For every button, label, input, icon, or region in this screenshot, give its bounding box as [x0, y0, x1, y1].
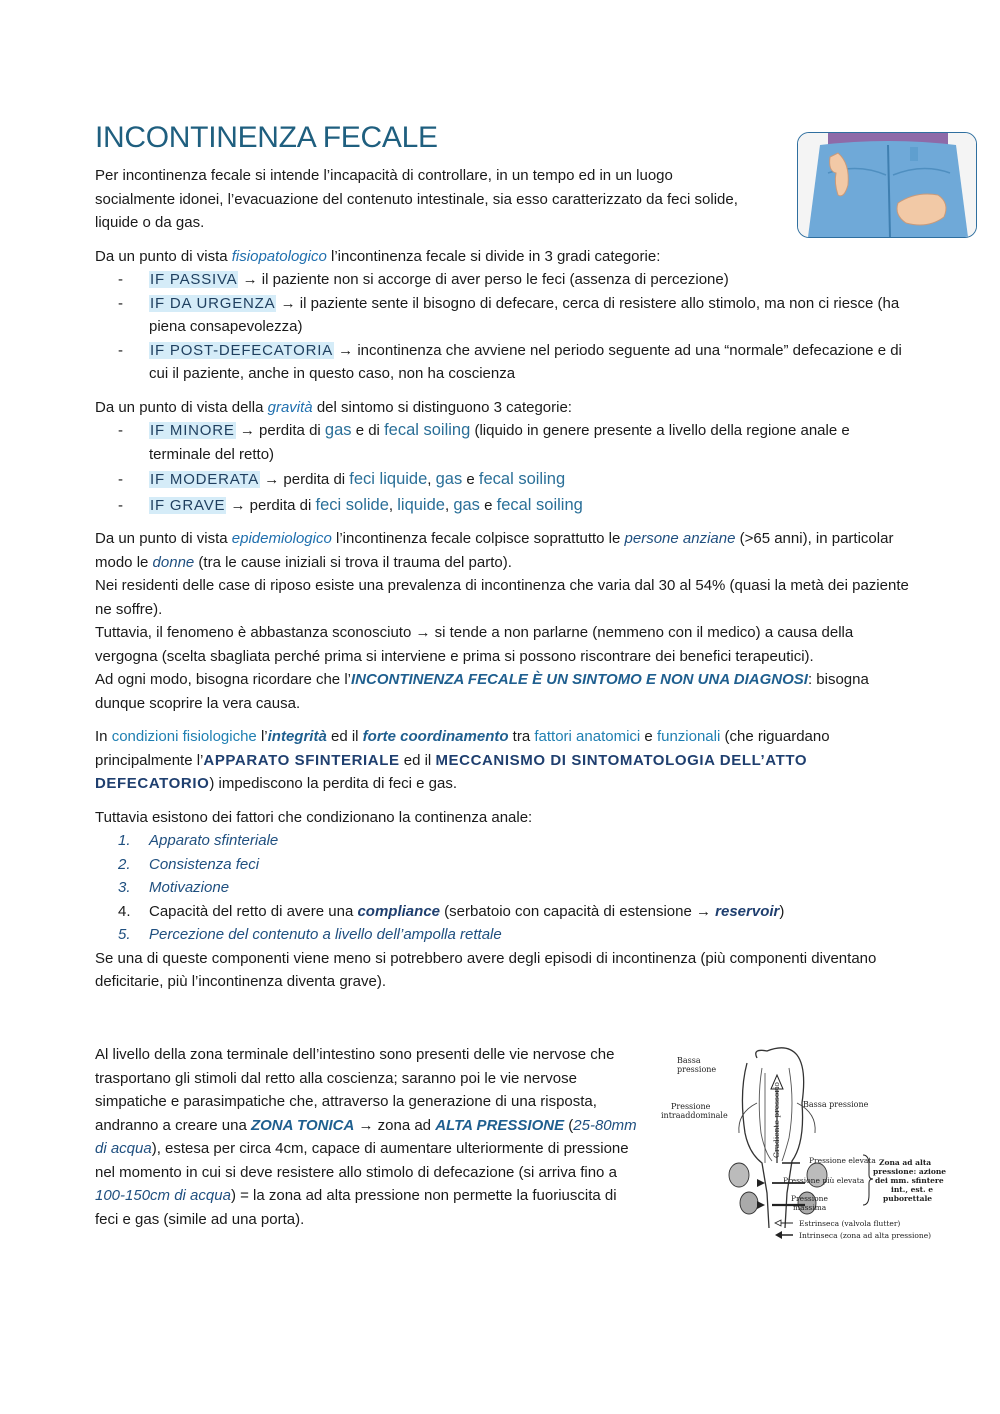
- list-item: - IF MINORE → perdita di gas e di fecal soiling (liquido in genere presente a livello della regione anale e terminale del retto): [95, 419, 910, 466]
- list-item: 2. Consistenza feci: [118, 855, 260, 873]
- fattori-outro: Se una di queste componenti viene meno si potrebbero avere degli episodi di incontinenza (più componenti diventano deficitarie, più l’incontinenza diventa grave).: [95, 949, 877, 990]
- fattori-list: [95, 829, 910, 947]
- diagram-label: massima: [793, 1203, 827, 1212]
- list-item: - IF MODERATA → perdita di feci liquide, gas e fecal soiling: [95, 468, 910, 492]
- page-title: INCONTINENZA FECALE: [95, 121, 438, 154]
- gravita-list: [95, 419, 910, 517]
- fattori-intro: Tuttavia esistono dei fattori che condizionano la continenza anale:: [95, 808, 533, 826]
- document-body: [95, 118, 910, 994]
- list-item: - IF GRAVE → perdita di feci solide, liquide, gas e fecal soiling: [95, 494, 910, 518]
- diagram-label: Intrinseca (zona ad alta pressione): [799, 1231, 932, 1240]
- diagram-label: Pressione: [791, 1194, 828, 1203]
- diagram-label: int., est. e: [891, 1185, 934, 1194]
- diagram-label: Zona ad alta: [879, 1158, 932, 1167]
- epi-paragraph-2: Nei residenti delle case di riposo esiste una prevalenza di incontinenza che varia dal 30 al 54% (quasi la metà dei paziente ne soffre).: [95, 577, 909, 618]
- list-item: 1. Apparato sfinteriale: [118, 832, 279, 849]
- diagram-label: Pressione: [671, 1102, 711, 1111]
- anal-pressure-diagram: [657, 1043, 947, 1245]
- diagram-label: pressione: azione: [873, 1167, 947, 1176]
- diagram-label: intraaddominale: [661, 1111, 728, 1120]
- list-item: 4. Capacità del retto di avere una compliance (serbatoio con capacità di estensione → reservoir): [118, 902, 785, 920]
- diagram-label: dei mm. sfintere: [875, 1176, 944, 1185]
- diagram-label: Pressione più elevata: [783, 1176, 865, 1185]
- diagram-label: Bassa: [677, 1056, 701, 1065]
- list-item: 5. Percezione del contenuto a livello dell’ampolla rettale: [118, 926, 502, 943]
- diagram-label: Estrinseca (valvola flutter): [799, 1219, 901, 1228]
- diagram-label: Bassa pressione: [803, 1100, 869, 1109]
- diagram-label: Gradiente pressorio: [772, 1082, 781, 1158]
- diagram-label: Pressione elevata: [809, 1156, 876, 1165]
- epi-paragraph-3: Tuttavia, il fenomeno è abbastanza sconosciuto → si tende a non parlarne (nemmeno con il medico) a causa della vergogna (scelta sbagliata perché prima si interviene e prima si possono riscontrare dei benefici terapeutici).: [95, 624, 854, 665]
- list-item: - IF DA URGENZA → il paziente sente il bisogno di defecare, cerca di resistere allo stimolo, ma non ci riesce (ha piena consapevolezza): [95, 292, 910, 339]
- zona-tonica-paragraph: Al livello della zona terminale dell’intestino sono presenti delle vie nervose che trasportano gli stimoli dal retto alla coscienza; saranno poi le vie nervose simpatiche e parasimpatiche che, attraverso la generazione di una risposta, andranno a creare una ZONA TONICA → zona ad ALTA PRESSIONE (25-80mm di acqua), estesa per circa 4cm, capace di aumentare ulteriormente di pressione nel momento in cui si deve resistere allo stimolo di defecazione (si arriva fino a 100-150cm di acqua) = la zona ad alta pressione non permette la fuoriuscita di feci e gas (simile ad una porta).: [95, 1046, 637, 1228]
- epi-paragraph-4: Ad ogni modo, bisogna ricordare che l’INCONTINENZA FECALE È UN SINTOMO E NON UNA DIAGNOSI: bisogna dunque scoprire la vera causa.: [95, 671, 869, 712]
- fisio-list: [95, 268, 910, 386]
- diagram-label: pressione: [677, 1065, 717, 1074]
- intro-paragraph: Per incontinenza fecale si intende l’incapacità di controllare, in un tempo ed in un luogo socialmente idonei, l’evacuazione del contenuto intestinale, sia esso caratterizzato da feci solide, liquide o da gas.: [95, 167, 738, 231]
- list-item: - IF PASSIVA → il paziente non si accorge di aver perso le feci (assenza di percezione): [95, 268, 910, 292]
- list-item: - IF POST-DEFECATORIA → incontinenza che avviene nel periodo seguente ad una “normale” defecazione e di cui il paziente, anche in questo caso, non ha coscienza: [95, 339, 910, 386]
- fisio-heading: Da un punto di vista fisiopatologico l’incontinenza fecale si divide in 3 gradi categorie:: [95, 247, 661, 265]
- list-item: 3. Motivazione: [118, 879, 230, 896]
- diagram-label: puborettale: [883, 1194, 933, 1203]
- epi-paragraph-1: Da un punto di vista epidemiologico l’incontinenza fecale colpisce soprattutto le persone anziane (>65 anni), in particolar modo le donne (tra le cause iniziali si trova il trauma del parto).: [95, 530, 894, 571]
- condizioni-paragraph: In condizioni fisiologiche l’integrità ed il forte coordinamento tra fattori anatomici e funzionali (che riguardano principalmente l’APPARATO SFINTERIALE ed il MECCANISMO DI SINTOMATOLOGIA DELL’ATTO DEFECATORIO) impediscono la perdita di feci e gas.: [95, 728, 830, 792]
- gravita-heading: Da un punto di vista della gravità del sintomo si distinguono 3 categorie:: [95, 398, 572, 416]
